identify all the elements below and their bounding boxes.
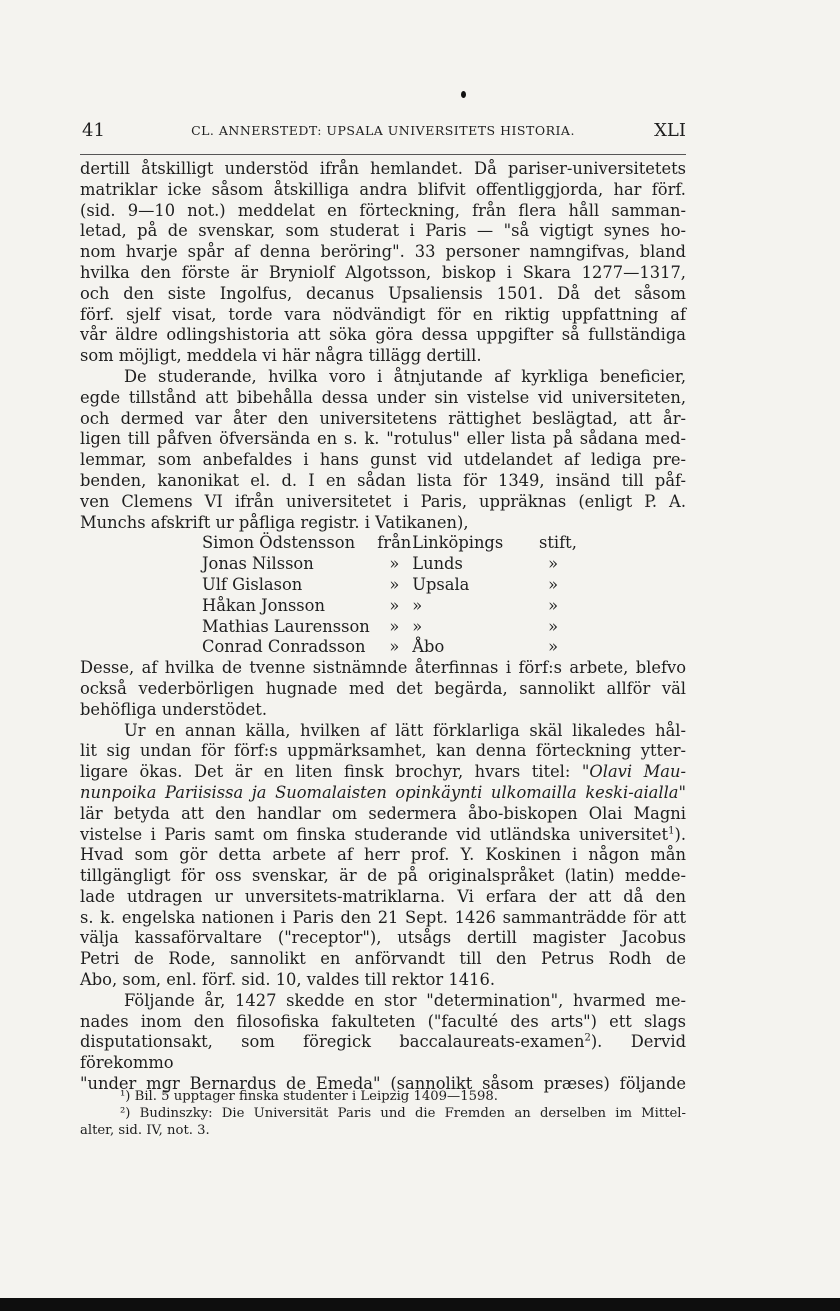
student-place: »	[412, 595, 423, 615]
footnote-1	[80, 1088, 686, 1105]
footnote-ref: 2	[584, 1033, 591, 1045]
header-rule	[80, 154, 686, 155]
student-row	[202, 596, 567, 617]
main-text	[80, 159, 686, 1095]
brochure-title: nunpoika Pariisissa ja Suomalaisten opinkäynti ulkomailla keski-aialla	[80, 782, 679, 802]
paragraph-5	[80, 991, 686, 1095]
student-suffix: »	[548, 616, 559, 636]
student-name: Mathias Laurensson	[202, 616, 370, 636]
text-run: ligare ökas. Det är en liten finsk brochyr, hvars titel: "	[80, 762, 590, 782]
text-line: lär betyda att den handlar om sedermera åbo-biskopen Olai Magni	[80, 803, 686, 823]
paragraph-2	[80, 367, 686, 533]
text-run: "	[678, 782, 686, 802]
footnote-2	[80, 1105, 686, 1122]
student-name: Håkan Jonsson	[202, 595, 325, 615]
student-row	[202, 617, 567, 638]
text-line	[80, 1032, 686, 1074]
paragraph-3	[80, 658, 686, 720]
student-row	[202, 533, 577, 554]
text-line: "under mgr Bernardus de Emeda" (sannolikt såsom præses) följande	[80, 1074, 686, 1094]
text-run: ).	[674, 824, 686, 844]
student-row	[202, 575, 567, 596]
text-line: ligen till påfven öfversända en s. k. "rotulus" eller lista på sådana med-	[80, 429, 686, 449]
text-line: som möjligt, meddela vi här några tillägg dertill.	[80, 346, 482, 366]
text-line	[80, 783, 686, 804]
student-suffix: »	[548, 574, 559, 594]
student-name: Ulf Gislason	[202, 574, 303, 594]
footnote-mark: ¹)	[120, 1089, 131, 1104]
student-from: »	[389, 637, 400, 657]
text-line: benden, kanonikat el. d. I en sådan lista för 1349, insänd till påf-	[80, 470, 686, 490]
student-place: »	[412, 616, 423, 636]
footnote-text: Bil. 5 upptager finska studenter i Leipzig 1409—1598.	[134, 1089, 498, 1104]
text-line: också vederbörligen hugnade med det begärda, sannolikt allför väl	[80, 678, 686, 698]
text-line	[80, 825, 686, 846]
student-place: Lunds	[412, 554, 463, 574]
text-line: s. k. engelska nationen i Paris den 21 Sept. 1426 sammanträdde för att	[80, 907, 686, 927]
text-line: hvilka den förste är Bryniolf Algotsson, biskop i Skara 1277—1317,	[80, 262, 686, 282]
text-line: välja kassaförvaltare ("receptor"), utsågs dertill magister Jacobus	[80, 928, 686, 948]
student-from: »	[389, 574, 400, 594]
student-from: »	[389, 554, 400, 574]
text-line: tillgängligt för oss svenskar, är de på originalspråket (latin) medde-	[80, 866, 686, 886]
text-run: ). Dervid förekommo	[80, 1032, 686, 1073]
text-line: och den siste Ingolfus, decanus Upsaliensis 1501. Då det såsom	[80, 283, 686, 303]
text-line: Följande år, 1427 skedde en stor "determination", hvarmed me-	[124, 990, 686, 1010]
text-line: Munchs afskrift ur påfliga registr. i Vatikanen),	[80, 512, 469, 532]
text-line: Abo, som, enl. förf. sid. 10, valdes till rektor 1416.	[80, 970, 496, 990]
roman-numeral: XLI	[654, 120, 686, 141]
text-line: lade utdragen ur unversitets-matriklarna. Vi erfara der att då den	[80, 886, 686, 906]
text-line: De studerande, hvilka voro i åtnjutande af kyrkliga beneficier,	[124, 366, 686, 386]
footnote-text: Budinszky: Die Universität Paris und die Fremden an derselben im Mittel-	[139, 1106, 686, 1121]
student-name: Jonas Nilsson	[202, 554, 314, 574]
student-row	[202, 637, 567, 658]
page-number: 41	[82, 120, 105, 141]
text-run: disputationsakt, som föregick baccalaureats-examen	[80, 1032, 585, 1052]
student-from: från	[377, 533, 412, 553]
text-line: Petri de Rode, sannolikt en anförvandt till den Petrus Rodh de	[80, 949, 686, 969]
student-row	[202, 554, 567, 575]
brochure-title: Olavi Mau-	[589, 762, 686, 782]
footnote-mark: ²)	[120, 1106, 131, 1121]
text-line: Ur en annan källa, hvilken af lätt förklarliga skäl likaledes hål-	[124, 720, 686, 740]
text-line: vår äldre odlingshistoria att söka göra dessa uppgifter så fullständiga	[80, 325, 686, 345]
student-suffix: »	[548, 554, 559, 574]
text-line: nom hvarje spår af denna beröring". 33 personer namngifvas, bland	[80, 242, 686, 262]
student-suffix: »	[548, 595, 559, 615]
student-place: Upsala	[412, 574, 470, 594]
text-line: letad, på de svenskar, som studerat i Paris — "så vigtigt synes ho-	[80, 221, 686, 241]
text-line: behöfliga understödet.	[80, 699, 268, 719]
ink-speck	[461, 91, 466, 98]
student-suffix: stift,	[539, 533, 577, 553]
text-line: ven Clemens VI ifrån universitetet i Paris, uppräknas (enligt P. A.	[80, 491, 686, 511]
page-header	[80, 118, 686, 146]
footnote-2-cont: alter, sid. IV, not. 3.	[80, 1123, 210, 1138]
student-list	[202, 533, 577, 658]
student-from: »	[389, 616, 400, 636]
text-line: förf. sjelf visat, torde vara nödvändigt för en riktig uppfattning af	[80, 304, 686, 324]
text-line: Hvad som gör detta arbete af herr prof. Y. Koskinen i någon mån	[80, 845, 686, 865]
text-run: vistelse i Paris samt om finska studerande vid utländska universitet	[80, 824, 669, 844]
text-line: lemmar, som anbefaldes i hans gunst vid utdelandet af lediga pre-	[80, 450, 686, 470]
student-place: Linköpings	[412, 533, 504, 553]
student-suffix: »	[548, 637, 559, 657]
student-name: Conrad Conradsson	[202, 637, 366, 657]
scan-edge-bar	[0, 1298, 840, 1311]
paragraph-4	[80, 721, 686, 991]
running-title: CL. ANNERSTEDT: UPSALA UNIVERSITETS HISTORIA.	[191, 123, 575, 138]
text-line: lit sig undan för förf:s uppmärksamhet, kan denna förteckning ytter-	[80, 741, 686, 761]
text-line: och dermed var åter den universitetens rättighet beslägtad, att år-	[80, 408, 686, 428]
text-line: Desse, af hvilka de tvenne sistnämnde återfinnas i förf:s arbete, blefvo	[80, 658, 686, 678]
text-line: dertill åtskilligt understöd ifrån hemlandet. Då pariser-universitetets	[80, 159, 686, 178]
student-from: »	[389, 595, 400, 615]
text-line: matriklar icke såsom åtskilliga andra blifvit offentliggjorda, har förf.	[80, 179, 686, 199]
text-line: egde tillstånd att bibehålla dessa under sin vistelse vid universiteten,	[80, 387, 686, 407]
student-name: Simon Ödstensson	[202, 533, 356, 553]
footnote-ref: 1	[668, 825, 675, 837]
text-line	[80, 762, 686, 783]
text-line: (sid. 9—10 not.) meddelat en förteckning, från flera håll samman-	[80, 200, 686, 220]
text-line: nades inom den filosofiska fakulteten ("faculté des arts") ett slags	[80, 1011, 686, 1031]
paragraph-1	[80, 159, 686, 367]
student-place: Åbo	[412, 637, 445, 657]
footnotes	[80, 1088, 686, 1139]
